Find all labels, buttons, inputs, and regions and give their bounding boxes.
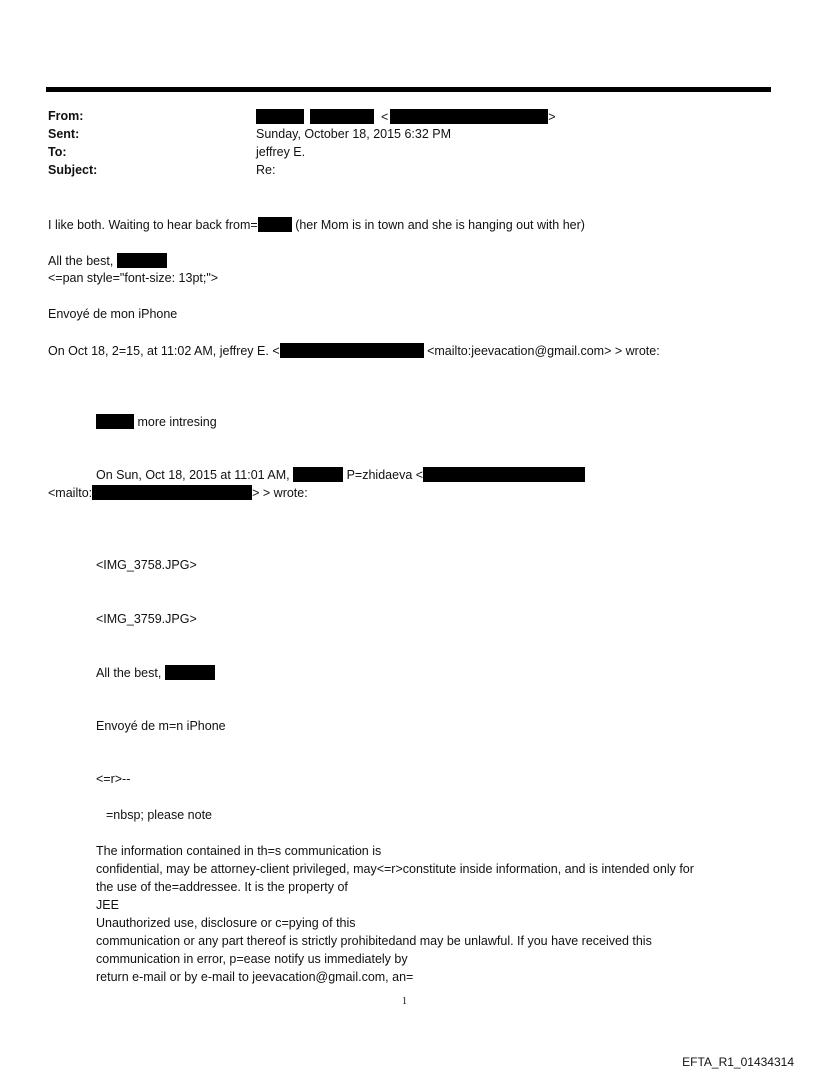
- redaction-box: [117, 253, 167, 268]
- envoye-line-2: Envoyé de m=n iPhone: [96, 719, 226, 733]
- from-label: From:: [48, 109, 84, 123]
- body-line-1: [48, 217, 585, 232]
- nested-quote-header: [96, 467, 585, 482]
- redaction-box: [423, 467, 585, 482]
- from-value: [256, 109, 556, 124]
- from-gt: >: [548, 110, 556, 124]
- disclaimer-line-6: communication or any part thereof is strictly prohibitedand may be unlawful. If you have received this: [96, 934, 652, 948]
- redaction-box: [293, 467, 343, 482]
- redaction-box: [390, 109, 548, 124]
- redaction-box: [92, 485, 252, 500]
- to-value: jeffrey E.: [256, 145, 306, 159]
- to-label: To:: [48, 145, 67, 159]
- redaction-box: [258, 217, 292, 232]
- attachment-2: <IMG_3759.JPG>: [96, 612, 197, 626]
- quote-header: [48, 343, 660, 358]
- text: P=zhidaeva <: [343, 468, 424, 482]
- from-lt: <: [380, 110, 389, 124]
- disclaimer-line-4: JEE: [96, 898, 119, 912]
- page-number: 1: [402, 996, 407, 1007]
- text: All the best,: [96, 666, 165, 680]
- disclaimer-line-7: communication in error, p=ease notify us immediately by: [96, 952, 408, 966]
- bates-footer: EFTA_R1_01434314: [682, 1055, 794, 1069]
- redaction-box: [310, 109, 374, 124]
- header-rule: [46, 87, 771, 92]
- pan-style-line: <=pan style="font-size: 13pt;">: [48, 271, 219, 285]
- subject-value: Re:: [256, 163, 276, 177]
- text: I like both. Waiting to hear back from=: [48, 218, 258, 232]
- disclaimer-line-2: confidential, may be attorney-client privileged, may<=r>constitute inside information, and is intended only for: [96, 862, 694, 876]
- redaction-box: [96, 414, 134, 429]
- redaction-box: [165, 665, 215, 680]
- text: On Oct 18, 2=15, at 11:02 AM, jeffrey E. <: [48, 344, 280, 358]
- disclaimer-line-8: return e-mail or by e-mail to jeevacation@gmail.com, an=: [96, 970, 414, 984]
- mailto-line: [48, 485, 308, 500]
- redaction-box: [280, 343, 424, 358]
- more-interesting-line: [96, 414, 217, 429]
- subject-label: Subject:: [48, 163, 98, 177]
- nbsp-line: =nbsp; please note: [106, 808, 212, 822]
- text: more intresing: [134, 415, 217, 429]
- text: <mailto:: [48, 486, 93, 500]
- envoye-line: Envoyé de mon iPhone: [48, 307, 178, 321]
- disclaimer-line-5: Unauthorized use, disclosure or c=pying of this: [96, 916, 356, 930]
- disclaimer-line-3: the use of the=addressee. It is the property of: [96, 880, 348, 894]
- signoff: [48, 253, 167, 268]
- redaction-box: [256, 109, 304, 124]
- disclaimer-line-1: The information contained in th=s communication is: [96, 844, 382, 858]
- text: (her Mom is in town and she is hanging out with her): [291, 218, 585, 232]
- sent-label: Sent:: [48, 127, 80, 141]
- sent-value: Sunday, October 18, 2015 6:32 PM: [256, 127, 452, 141]
- r-tag-line: <=r>--: [96, 772, 131, 786]
- text: All the best,: [48, 254, 117, 268]
- text: > > wrote:: [252, 486, 308, 500]
- signoff-2: [96, 665, 215, 680]
- text: On Sun, Oct 18, 2015 at 11:01 AM,: [96, 468, 294, 482]
- text: <mailto:jeevacation@gmail.com> > wrote:: [423, 344, 660, 358]
- attachment-1: <IMG_3758.JPG>: [96, 558, 197, 572]
